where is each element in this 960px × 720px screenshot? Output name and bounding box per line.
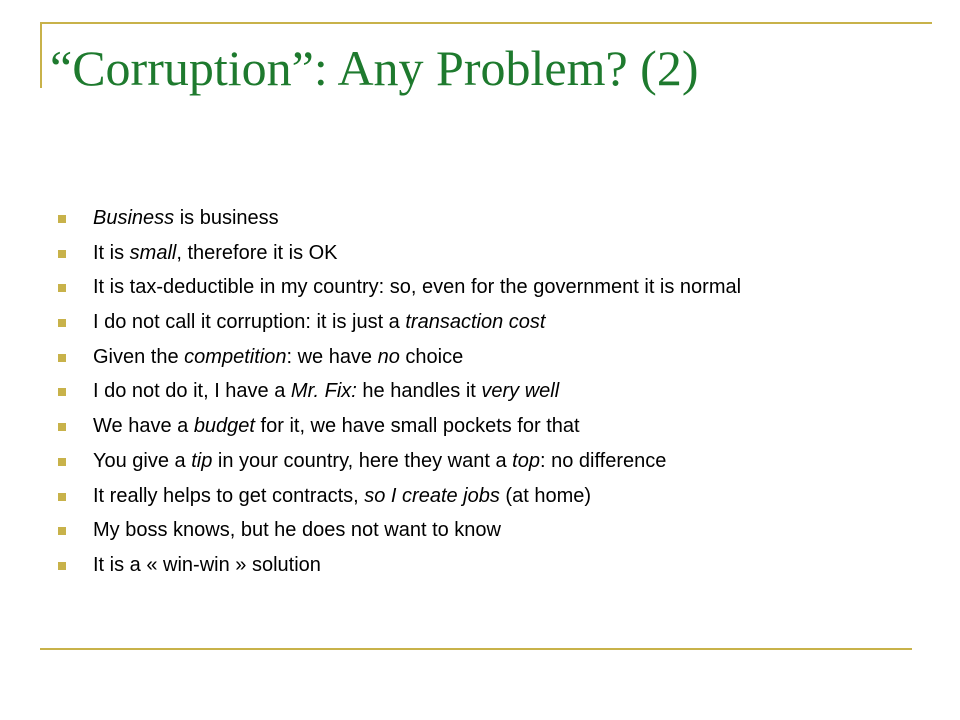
- top-rule: [40, 22, 932, 24]
- bullet-item: [58, 236, 741, 271]
- bullet-item: [58, 513, 741, 548]
- bullet-text-segment: You give a: [93, 449, 192, 472]
- bullet-text-segment: I do not call it corruption: it is just a: [93, 311, 406, 334]
- bullet-text-segment: small: [129, 241, 177, 264]
- bullet-item: [58, 409, 741, 444]
- bullet-item: [58, 374, 741, 409]
- bullet-text-segment: It is a « win-win » solution: [93, 553, 321, 576]
- bullet-text-segment: : we have: [286, 345, 378, 368]
- bullet-text-segment: top: [512, 449, 540, 472]
- bullet-text-segment: : no difference: [539, 449, 667, 472]
- bullet-text-segment: We have a: [93, 415, 194, 438]
- bullet-item: [58, 479, 741, 514]
- bullet-text-segment: , therefore it is OK: [176, 241, 338, 264]
- square-bullet-icon: [58, 423, 66, 431]
- square-bullet-icon: [58, 319, 66, 327]
- left-rule: [40, 22, 42, 88]
- bullet-text-segment: is business: [174, 207, 279, 229]
- square-bullet-icon: [58, 458, 66, 466]
- bullet-text-segment: Mr. Fix:: [290, 380, 357, 403]
- square-bullet-icon: [58, 562, 66, 570]
- square-bullet-icon: [58, 493, 66, 501]
- bullet-text-segment: Business: [93, 207, 175, 229]
- bullet-text-segment: budget: [193, 415, 255, 438]
- bullet-item: [58, 270, 741, 305]
- bottom-rule: [40, 648, 912, 650]
- bullet-text-segment: in your country, here they want a: [212, 449, 513, 472]
- bullet-text-segment: choice: [399, 345, 464, 368]
- bullet-item: [58, 340, 741, 375]
- square-bullet-icon: [58, 527, 66, 535]
- bullet-text-segment: It is tax-deductible in my country: so, even for the government it is normal: [93, 276, 742, 299]
- bullet-text-segment: for it, we have small pockets for that: [254, 415, 580, 438]
- bullet-text-segment: competition: [184, 345, 287, 368]
- bullet-list: [58, 201, 741, 583]
- bullet-text-segment: so I create jobs: [364, 484, 500, 507]
- bullet-text-segment: transaction cost: [405, 311, 546, 334]
- bullet-item: [58, 305, 741, 340]
- bullet-item: [58, 444, 741, 479]
- bullet-text-segment: I do not do it, I have a: [93, 380, 291, 403]
- bullet-text-segment: It really helps to get contracts,: [93, 484, 365, 507]
- square-bullet-icon: [58, 284, 66, 292]
- square-bullet-icon: [58, 354, 66, 362]
- bullet-text-segment: no: [377, 345, 400, 368]
- bullet-text-segment: very well: [481, 380, 560, 403]
- square-bullet-icon: [58, 250, 66, 258]
- square-bullet-icon: [58, 215, 66, 223]
- bullet-text-segment: (at home): [499, 484, 592, 507]
- bullet-text-segment: My boss knows, but he does not want to know: [93, 519, 501, 542]
- slide-title: “Corruption”: Any Problem? (2): [50, 40, 699, 96]
- square-bullet-icon: [58, 388, 66, 396]
- bullet-item: [58, 201, 741, 236]
- bullet-item: [58, 548, 741, 583]
- bullet-text-segment: he handles it: [356, 380, 482, 403]
- bullet-text-segment: It is: [93, 241, 130, 264]
- bullet-text-segment: Given the: [93, 345, 185, 368]
- bullet-text-segment: tip: [191, 449, 213, 472]
